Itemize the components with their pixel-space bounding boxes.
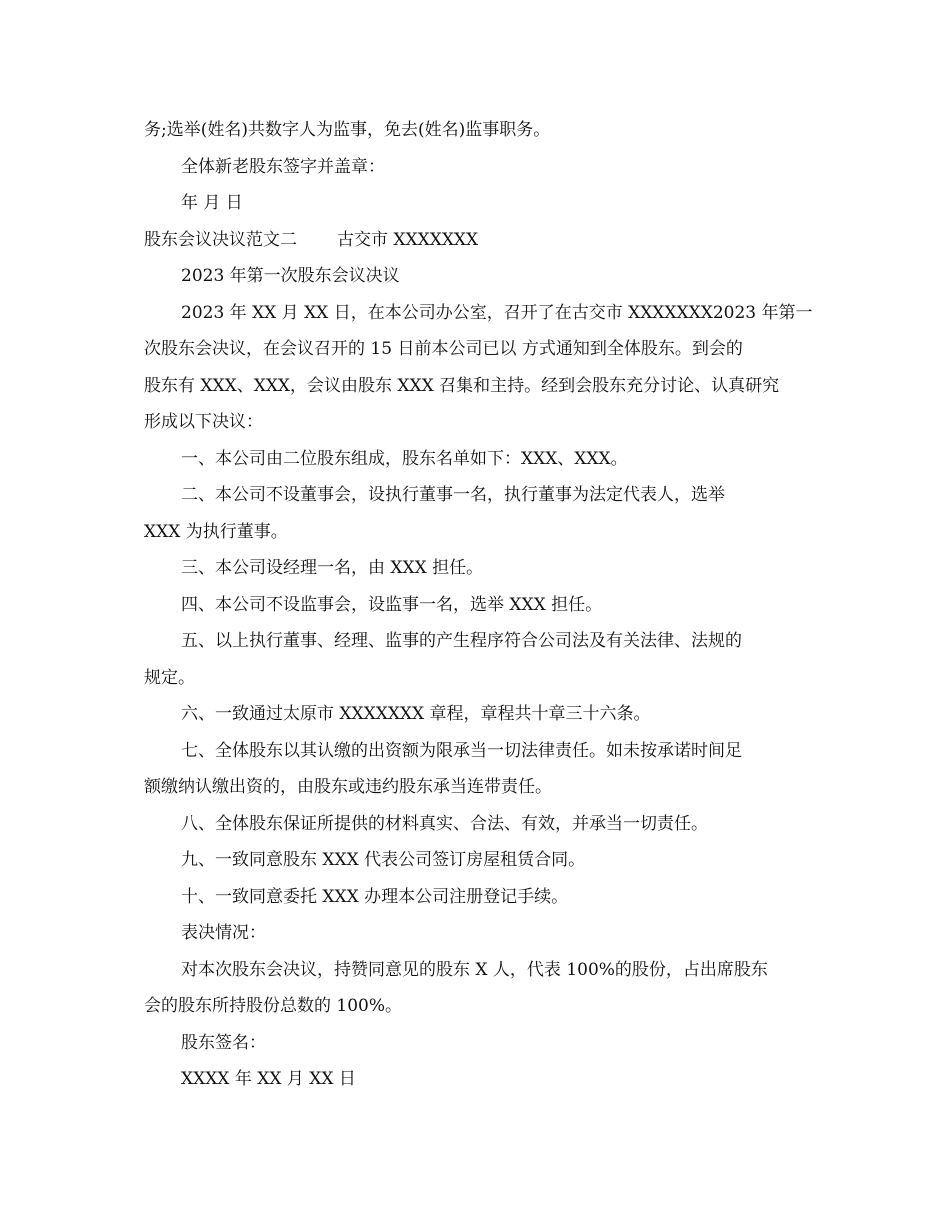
text-line: 形成以下决议： — [144, 412, 263, 432]
resolution-item: 九、一致同意股东 XXX 代表公司签订房屋租赁合同。 — [181, 850, 586, 870]
text-line: 全体新老股东签字并盖章： — [181, 156, 385, 177]
resolution-item: 五、以上执行董事、经理、监事的产生程序符合公司法及有关法律、法规的 — [181, 631, 742, 651]
resolution-item: 八、全体股东保证所提供的材料真实、合法、有效，并承当一切责任。 — [181, 813, 708, 834]
vote-heading: 表决情况： — [181, 923, 266, 943]
resolution-item: 二、本公司不设董事会，设执行董事一名，执行董事为法定代表人，选举 — [181, 485, 725, 505]
document-body — [144, 112, 813, 1098]
resolution-item: 六、一致通过太原市 XXXXXXX 章程，章程共十章三十六条。 — [181, 704, 651, 724]
text-line: 次股东会决议，在会议召开的 15 日前本公司已以 方式通知到全体股东。到会的 — [144, 339, 743, 359]
resolution-item: 四、本公司不设监事会，设监事一名，选举 XXX 担任。 — [181, 594, 603, 615]
resolution-item: 七、全体股东以其认缴的出资额为限承当一切法律责任。如未按承诺时间足 — [181, 740, 742, 761]
section-heading — [144, 222, 806, 259]
signature-label: 股东签名： — [181, 1032, 266, 1053]
text-line: XXX 为执行董事。 — [144, 521, 288, 542]
text-line: 会的股东所持股份总数的 100%。 — [144, 996, 403, 1016]
resolution-item: 一、本公司由二位股东组成，股东名单如下：XXX、XXX。 — [181, 448, 628, 469]
heading-title: 股东会议决议范文二 — [144, 229, 297, 250]
resolution-item: 三、本公司设经理一名，由 XXX 担任。 — [181, 558, 484, 578]
text-line: 对本次股东会决议，持赞同意见的股东 X 人，代表 100%的股份，占出席股东 — [181, 959, 768, 980]
heading-company: 古交市 XXXXXXX — [337, 229, 479, 250]
text-line: 务;选举(姓名)共数字人为监事，免去(姓名)监事职务。 — [144, 120, 551, 140]
text-line: 股东有 XXX、XXX，会议由股东 XXX 召集和主持。经到会股东充分讨论、认真研究 — [144, 375, 780, 396]
date-line: XXXX 年 XX 月 XX 日 — [181, 1069, 356, 1089]
text-line: 额缴纳认缴出资的，由股东或违约股东承当连带责任。 — [144, 777, 552, 797]
resolution-item: 十、一致同意委托 XXX 办理本公司注册登记手续。 — [181, 886, 569, 907]
text-line: 规定。 — [144, 667, 195, 688]
text-line: 年 月 日 — [181, 193, 243, 213]
text-line: 2023 年 XX 月 XX 日，在本公司办公室，召开了在古交市 XXXXXXX2023 年第一 — [181, 302, 813, 323]
resolution-title: 2023 年第一次股东会议决议 — [181, 266, 400, 286]
